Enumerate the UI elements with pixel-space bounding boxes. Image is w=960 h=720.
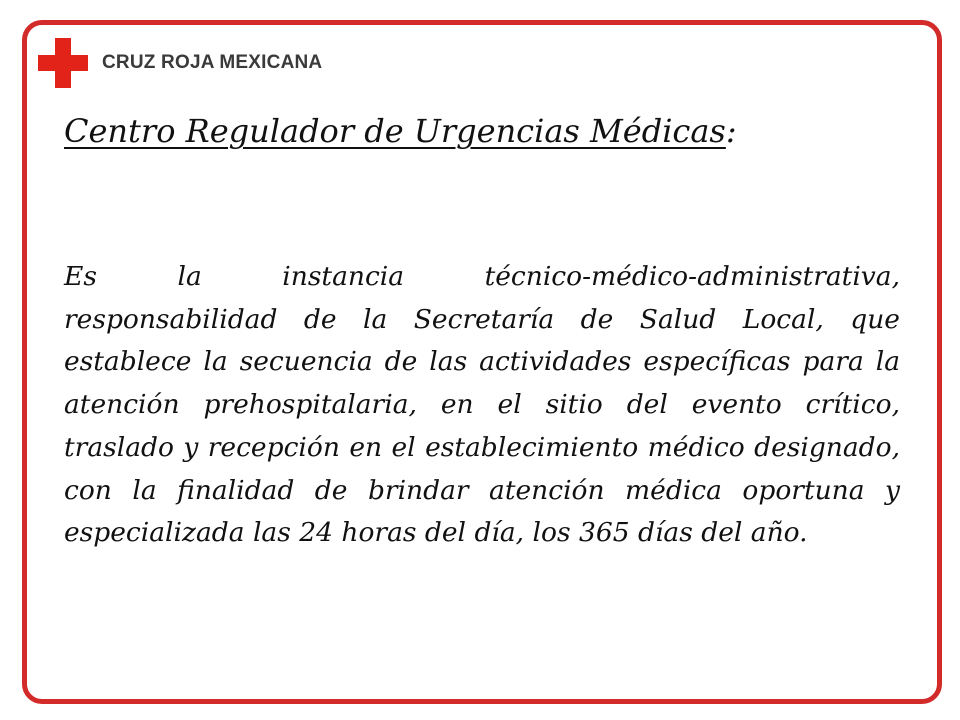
slide-title-text: Centro Regulador de Urgencias Médicas — [64, 112, 726, 150]
slide-title — [64, 112, 737, 150]
slide-title-colon: : — [725, 112, 737, 150]
red-cross-icon — [38, 38, 88, 88]
organization-name: CRUZ ROJA MEXICANA — [102, 52, 323, 73]
organization-logo — [38, 38, 322, 88]
slide-body-paragraph: Es la instancia técnico-médico-administrativa, responsabilidad de la Secretaría de Salud Local, que establece la secuencia de las actividades específicas para la atención prehospitalaria, en el sitio del evento crítico, traslado y recepción en el establecimiento médico designado, con la finalidad de brindar atención médica oportuna y especializada las 24 horas del día, los 365 días del año. — [64, 261, 900, 549]
